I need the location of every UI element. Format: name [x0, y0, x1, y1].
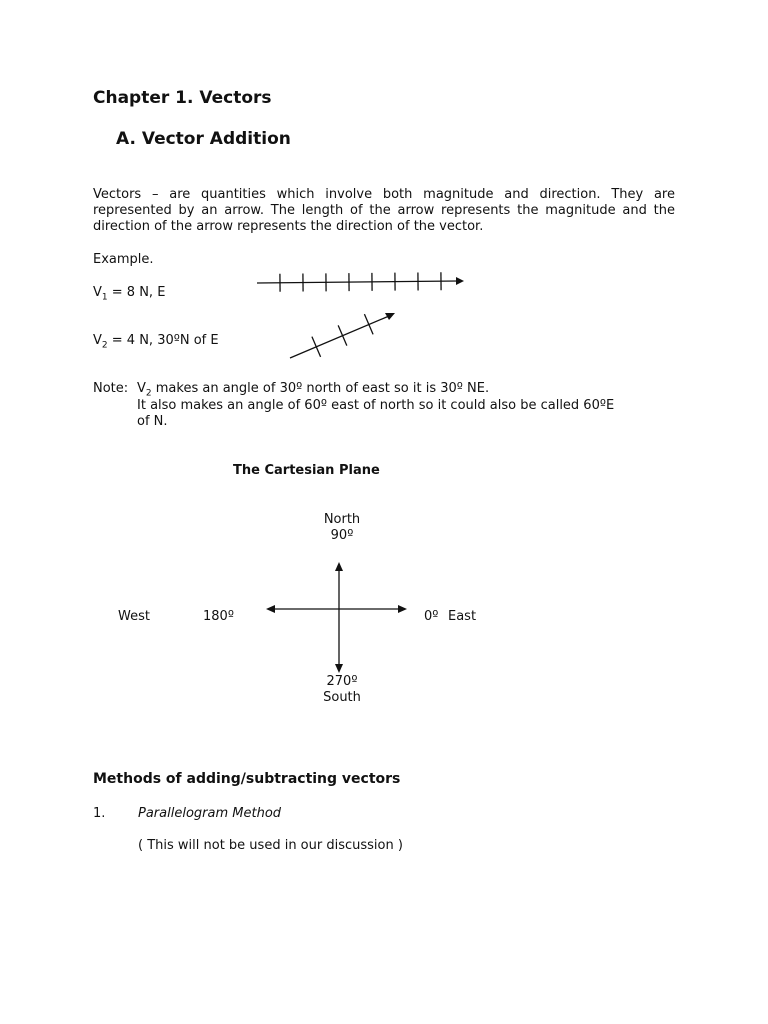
west-label: West — [118, 609, 150, 624]
east-degree: 0º — [424, 609, 439, 624]
note-v-subscript: 2 — [145, 388, 152, 399]
east-arrowhead — [398, 605, 407, 613]
chapter-title: Chapter 1. Vectors — [93, 88, 272, 108]
note-v-symbol: V — [137, 381, 146, 396]
section-title: A. Vector Addition — [116, 129, 291, 149]
north-arrowhead — [335, 562, 343, 571]
intro-paragraph: Vectors – are quantities which involve both magnitude and direction. They are represented by an arrow. The length of the arrow represents the magnitude and the direction of the arrow represents the direction of the vector. — [93, 187, 675, 234]
method-1-number: 1. — [93, 806, 106, 821]
south-degree: 270º — [326, 674, 358, 689]
north-label: North — [323, 512, 361, 527]
v2-rest: = 4 N, 30ºN of E — [107, 333, 219, 348]
v2-subscript: 2 — [101, 340, 108, 351]
example-label: Example. — [93, 252, 154, 267]
note-line-3: of N. — [137, 414, 168, 429]
v1-symbol: V — [93, 285, 102, 300]
south-label: South — [323, 690, 361, 705]
v1-rest: = 8 N, E — [107, 285, 166, 300]
v1-subscript: 1 — [101, 292, 108, 303]
v2-symbol: V — [93, 333, 102, 348]
east-label: East — [448, 609, 477, 624]
south-arrowhead — [335, 664, 343, 673]
methods-heading: Methods of adding/subtracting vectors — [93, 771, 401, 787]
north-degree: 90º — [330, 528, 354, 543]
west-degree: 180º — [203, 609, 234, 624]
method-1-note: ( This will not be used in our discussion ) — [138, 838, 403, 853]
note-line-1-text: makes an angle of 30º north of east so it is 30º NE. — [151, 381, 490, 396]
cartesian-title: The Cartesian Plane — [233, 463, 380, 478]
note-label: Note: — [93, 381, 129, 396]
method-1-title: Parallelogram Method — [138, 806, 282, 821]
west-arrowhead — [266, 605, 275, 613]
note-line-2: It also makes an angle of 60º east of north so it could also be called 60ºE — [137, 398, 615, 413]
